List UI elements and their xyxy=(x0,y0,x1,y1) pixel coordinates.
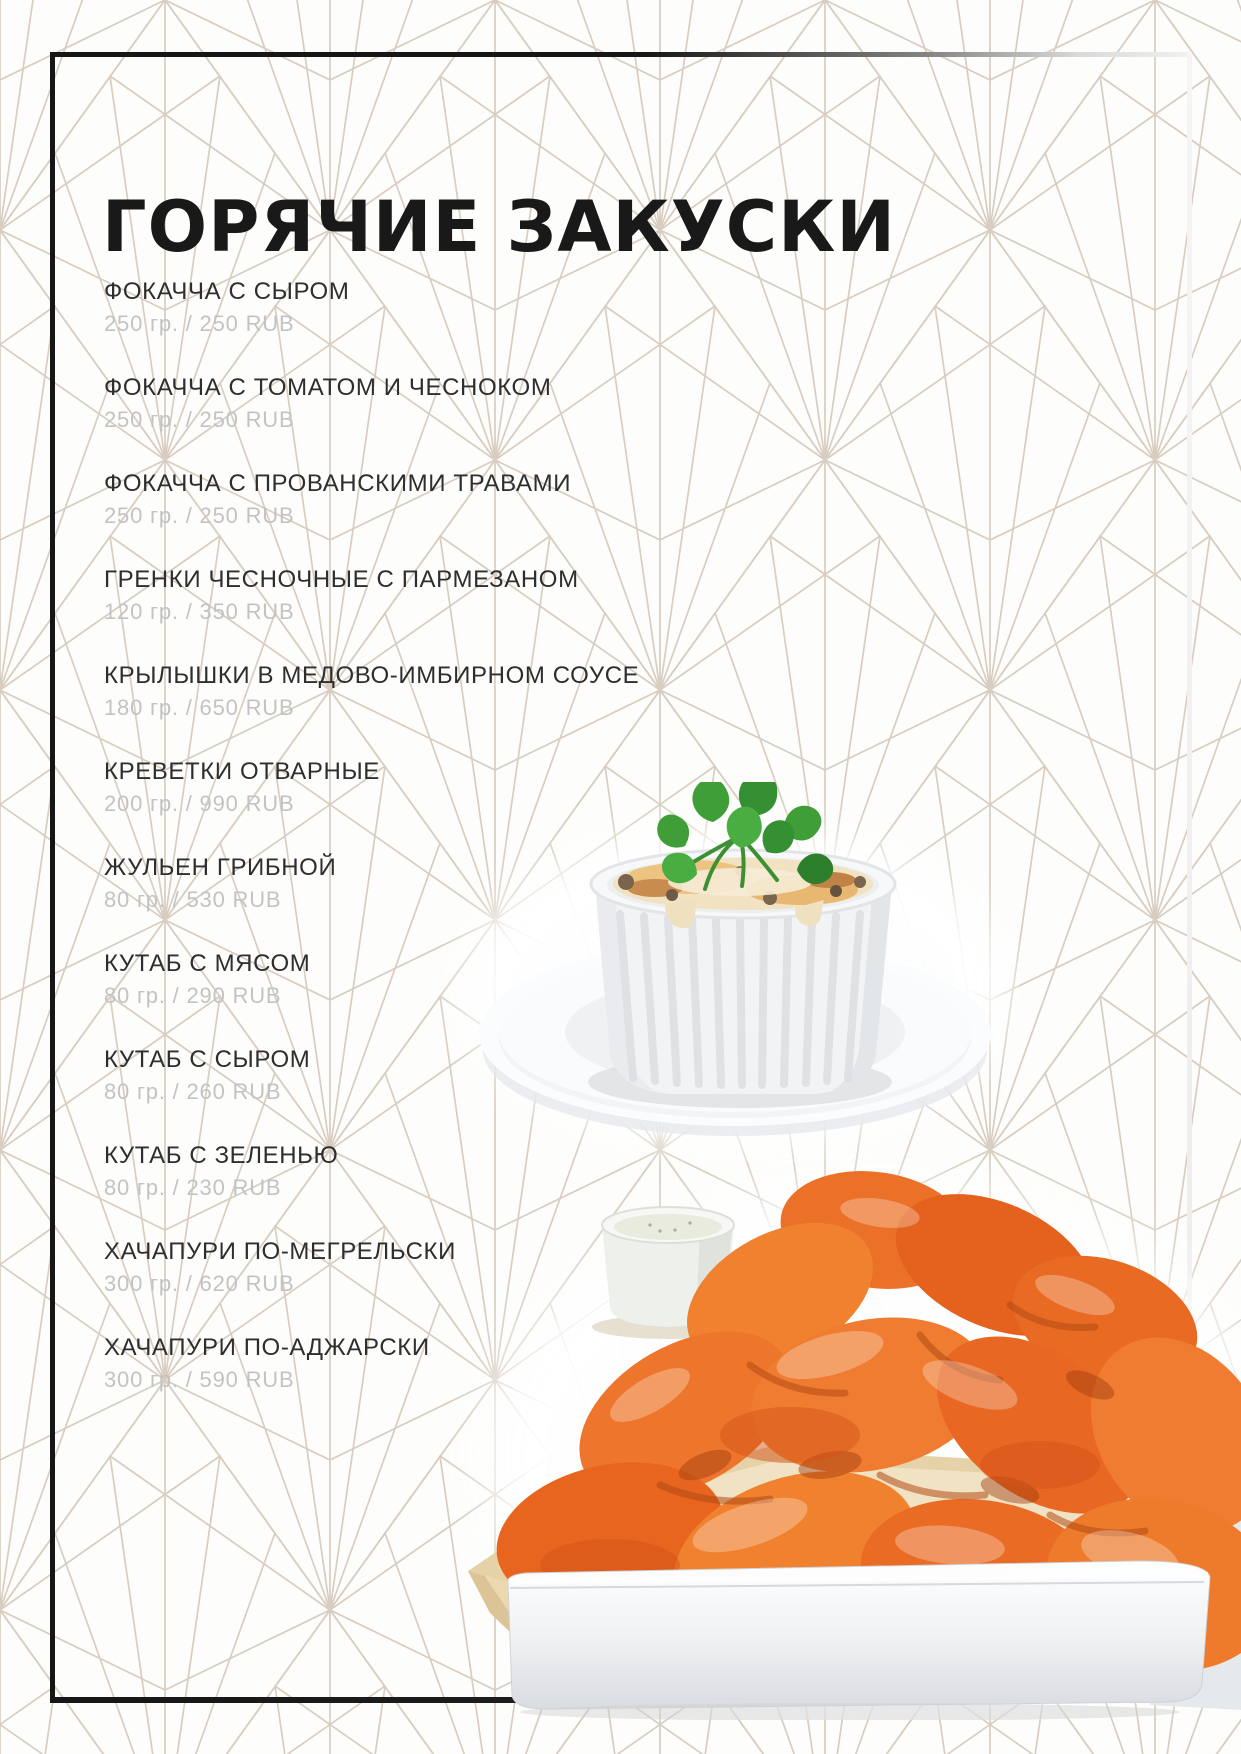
dish-name: ГРЕНКИ ЧЕСНОЧНЫЕ С ПАРМЕЗАНОМ xyxy=(104,566,579,593)
dish-price: 250 RUB xyxy=(199,311,295,336)
weight-price-separator: / xyxy=(165,983,187,1008)
menu-item xyxy=(104,470,824,529)
dish-price-line xyxy=(104,599,824,625)
dish-weight: 80 гр. xyxy=(104,1175,166,1200)
dish-price: 530 RUB xyxy=(186,887,282,912)
dish-weight: 80 гр. xyxy=(104,1079,166,1104)
weight-price-separator: / xyxy=(178,599,200,624)
dish-price-line xyxy=(104,407,824,433)
weight-price-separator: / xyxy=(165,1079,187,1104)
dish-weight: 120 гр. xyxy=(104,599,179,624)
dish-price-line xyxy=(104,695,824,721)
weight-price-separator: / xyxy=(178,695,200,720)
dish-weight: 200 гр. xyxy=(104,791,179,816)
weight-price-separator: / xyxy=(165,1175,187,1200)
dish-price-line xyxy=(104,311,824,337)
dish-price: 590 RUB xyxy=(199,1367,295,1392)
dish-name: КРЫЛЫШКИ В МЕДОВО-ИМБИРНОМ СОУСЕ xyxy=(104,662,640,689)
dish-name: КРЕВЕТКИ ОТВАРНЫЕ xyxy=(104,758,380,785)
dish-name: ЖУЛЬЕН ГРИБНОЙ xyxy=(104,854,337,881)
dish-name: КУТАБ С МЯСОМ xyxy=(104,950,311,977)
weight-price-separator: / xyxy=(178,791,200,816)
weight-price-separator: / xyxy=(178,407,200,432)
dish-name: ФОКАЧЧА С ПРОВАНСКИМИ ТРАВАМИ xyxy=(104,470,572,497)
dish-price: 650 RUB xyxy=(199,695,295,720)
menu-item xyxy=(104,662,824,721)
dish-weight: 250 гр. xyxy=(104,407,179,432)
dish-name: ФОКАЧЧА С ТОМАТОМ И ЧЕСНОКОМ xyxy=(104,374,552,401)
menu-item xyxy=(104,278,824,337)
dish-weight: 300 гр. xyxy=(104,1271,179,1296)
dish-price: 250 RUB xyxy=(199,503,295,528)
julienne-photo xyxy=(440,782,1020,1162)
page-title: ГОРЯЧИЕ ЗАКУСКИ xyxy=(102,185,896,268)
dish-name: КУТАБ С ЗЕЛЕНЬЮ xyxy=(104,1142,339,1169)
frame-border-left xyxy=(50,52,55,1702)
dish-price-line xyxy=(104,503,824,529)
menu-item xyxy=(104,566,824,625)
dish-price: 620 RUB xyxy=(199,1271,295,1296)
weight-price-separator: / xyxy=(178,1367,200,1392)
weight-price-separator: / xyxy=(178,1271,200,1296)
dish-weight: 80 гр. xyxy=(104,887,166,912)
weight-price-separator: / xyxy=(178,311,200,336)
parsley-garnish xyxy=(650,782,835,889)
dish-price: 250 RUB xyxy=(199,407,295,432)
dish-price: 260 RUB xyxy=(186,1079,282,1104)
dish-price: 290 RUB xyxy=(186,983,282,1008)
weight-price-separator: / xyxy=(165,887,187,912)
dish-price: 230 RUB xyxy=(186,1175,282,1200)
menu-item xyxy=(104,374,824,433)
dish-name: ФОКАЧЧА С СЫРОМ xyxy=(104,278,350,305)
dish-price: 350 RUB xyxy=(199,599,295,624)
dish-weight: 250 гр. xyxy=(104,503,179,528)
weight-price-separator: / xyxy=(178,503,200,528)
dish-weight: 180 гр. xyxy=(104,695,179,720)
dish-weight: 250 гр. xyxy=(104,311,179,336)
dish-price: 990 RUB xyxy=(199,791,295,816)
dish-name: КУТАБ С СЫРОМ xyxy=(104,1046,311,1073)
dish-name: ХАЧАПУРИ ПО-АДЖАРСКИ xyxy=(104,1334,430,1361)
dish-name: ХАЧАПУРИ ПО-МЕГРЕЛЬСКИ xyxy=(104,1238,456,1265)
dish-weight: 80 гр. xyxy=(104,983,166,1008)
dish-weight: 300 гр. xyxy=(104,1367,179,1392)
wings-photo xyxy=(450,1135,1241,1720)
frame-border-top xyxy=(50,52,1192,57)
